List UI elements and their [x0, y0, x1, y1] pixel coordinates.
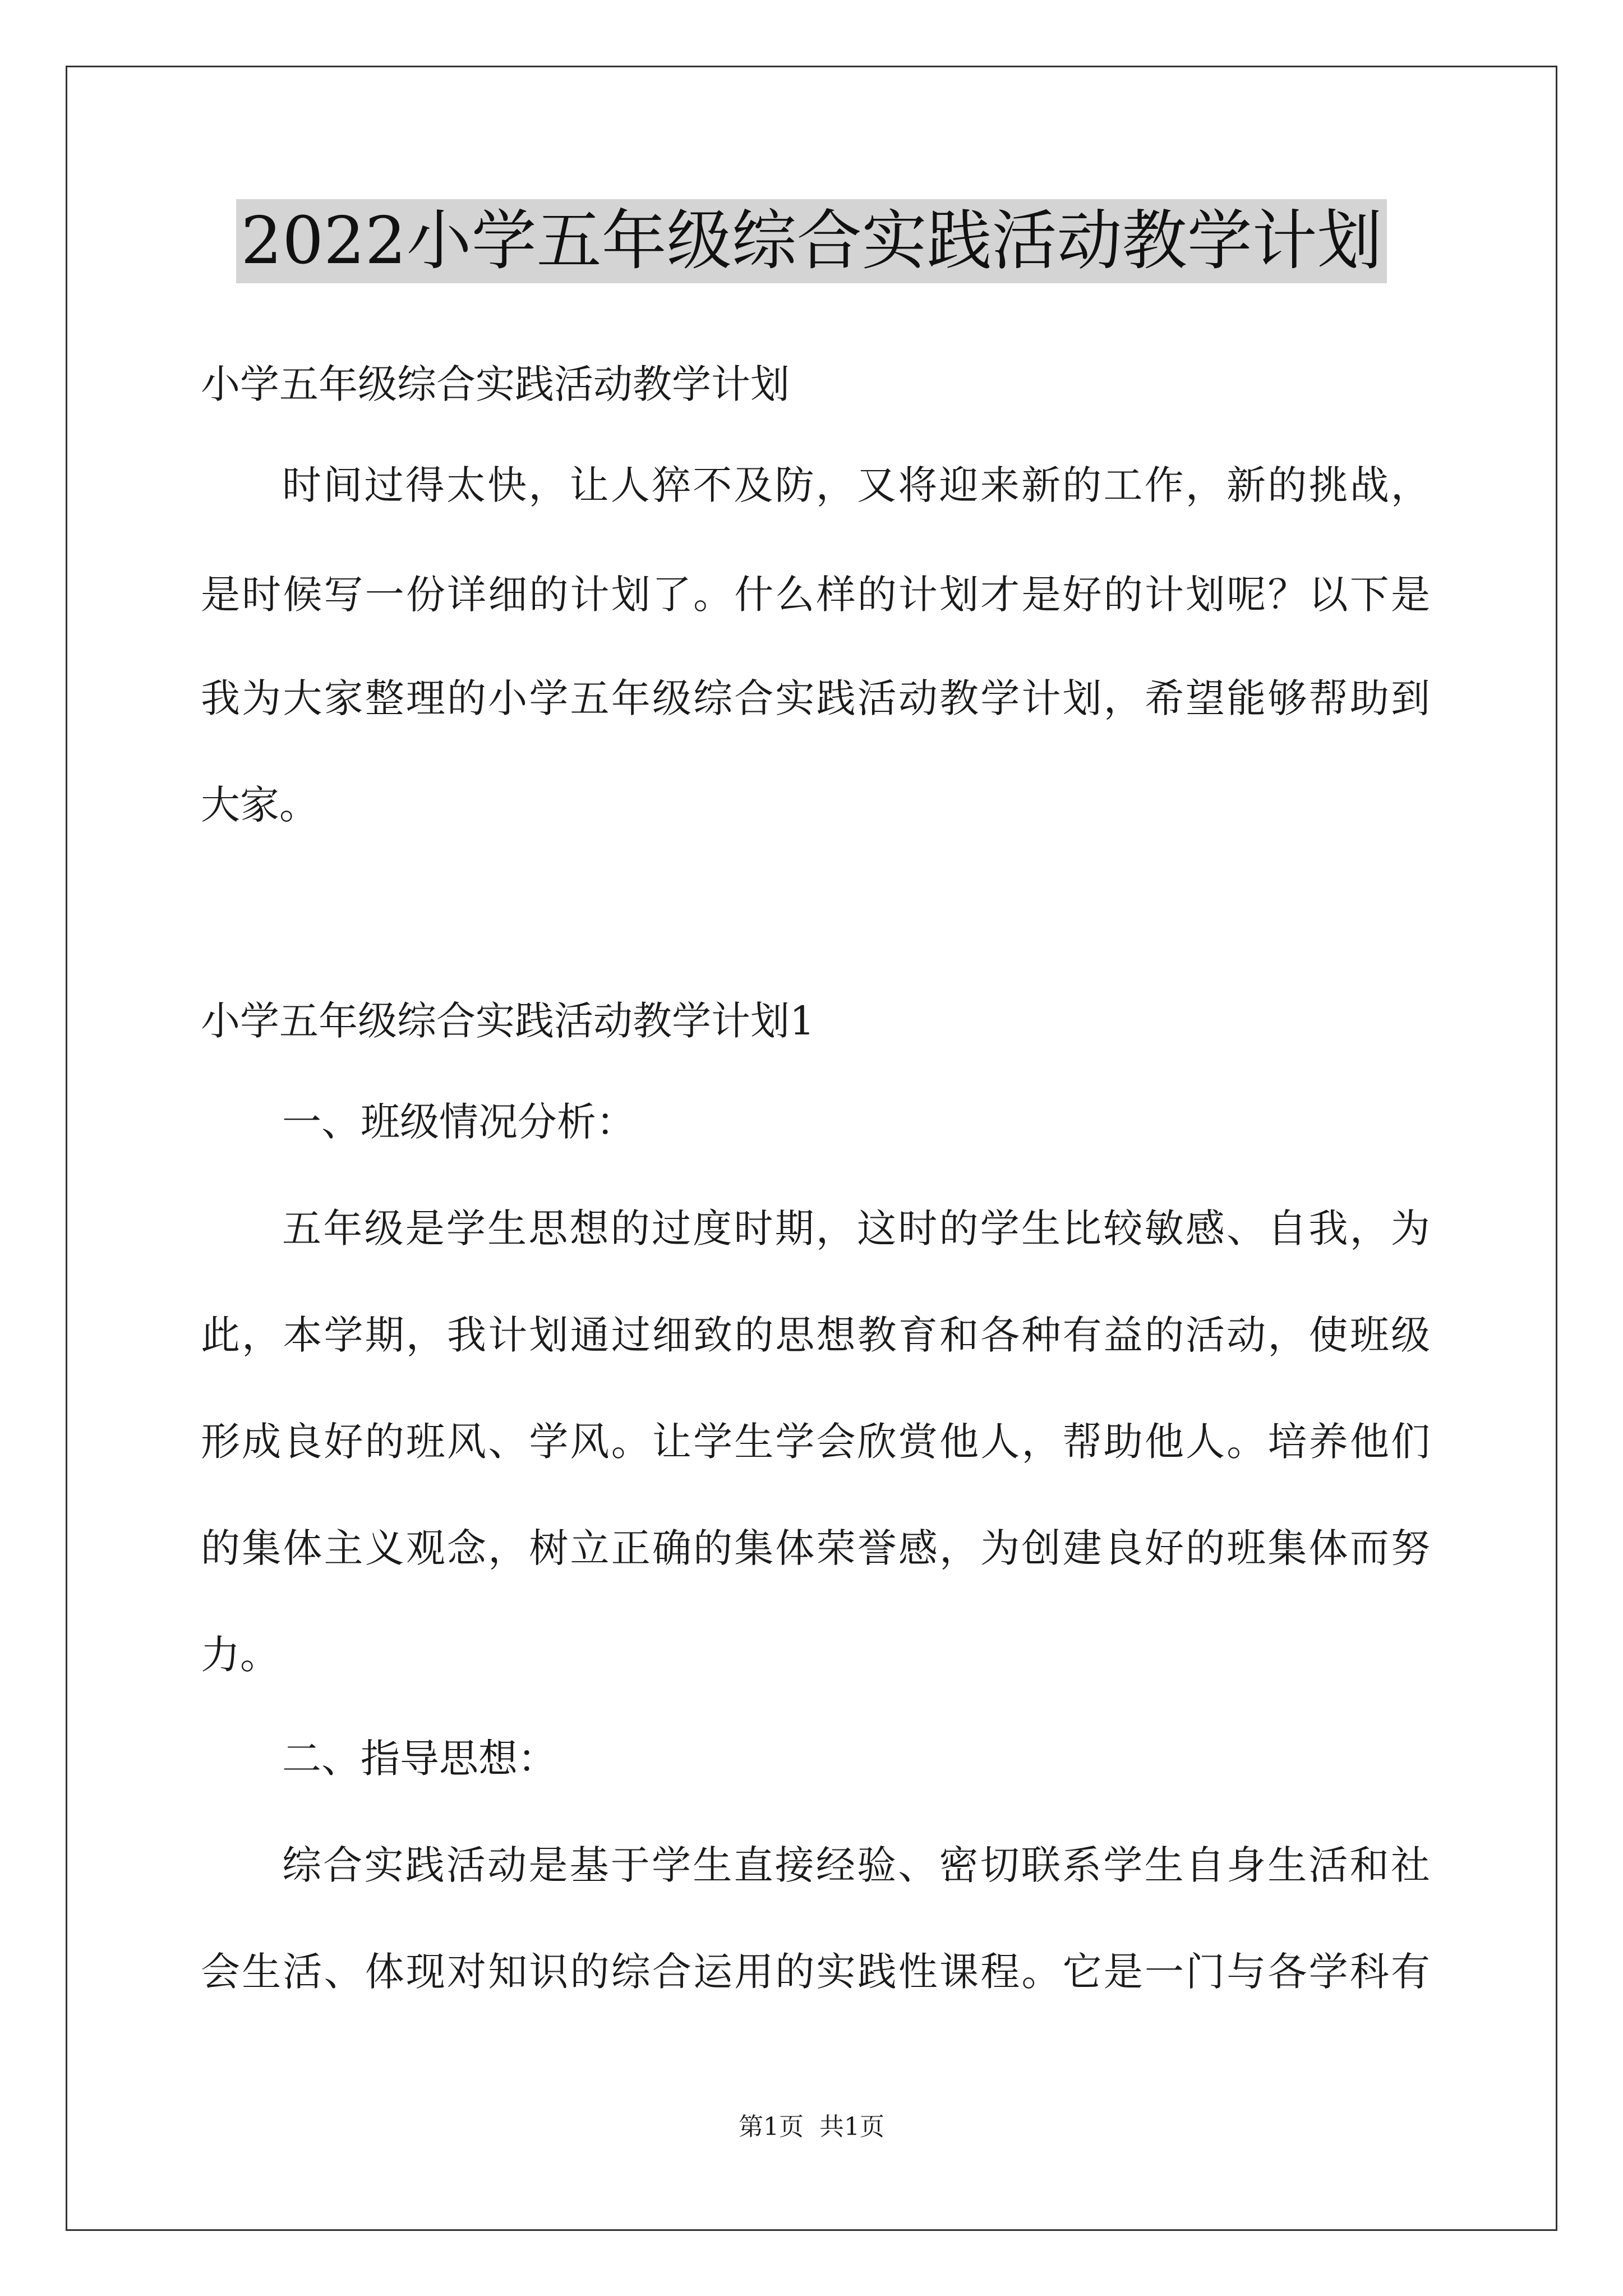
paragraph-line: 形 成 良 好 的 班 风 、 学 风 。 让 学 生 学 会 欣 赏 他 人 ， 帮 助 他 人 。 培 养 他 们: [201, 1419, 1430, 1465]
subtitle: 小学五年级综合实践活动教学计划: [201, 361, 790, 407]
paragraph-line: 会 生 活 、 体 现 对 知 识 的 综 合 运 用 的 实 践 性 课 程 。 它 是 一 门 与 各 学 科 有: [201, 1949, 1430, 1995]
paragraph-line: 大家。: [201, 782, 319, 828]
page-total: 共1页: [819, 2113, 884, 2141]
document-title: 2022小学五年级综合实践活动教学计划: [236, 199, 1386, 283]
subsection-heading: 一、班级情况分析：: [282, 1099, 635, 1145]
paragraph-line: 时 间 过 得 太 快 ， 让 人 猝 不 及 防 ， 又 将 迎 来 新 的 工 作 ， 新 的 挑 战 ，: [282, 462, 1430, 508]
paragraph-line: 的 集 体 主 义 观 念 ， 树 立 正 确 的 集 体 荣 誉 感 ， 为 创 建 良 好 的 班 集 体 而 努: [201, 1525, 1430, 1571]
page-number: 第1页: [739, 2113, 804, 2141]
paragraph-line: 我 为 大 家 整 理 的 小 学 五 年 级 综 合 实 践 活 动 教 学 计 划 ， 希 望 能 够 帮 助 到: [201, 675, 1430, 721]
paragraph-line: 此 ， 本 学 期 ， 我 计 划 通 过 细 致 的 思 想 教 育 和 各 种 有 益 的 活 动 ， 使 班 级: [201, 1312, 1430, 1358]
paragraph-line: 五 年 级 是 学 生 思 想 的 过 度 时 期 ， 这 时 的 学 生 比 较 敏 感 、 自 我 ， 为: [282, 1205, 1430, 1251]
paragraph-line: 力。: [201, 1632, 279, 1678]
page-footer: [0, 2110, 1623, 2144]
title-container: [0, 199, 1623, 283]
subsection-heading: 二、指导思想：: [282, 1736, 557, 1782]
section-heading: 小学五年级综合实践活动教学计划1: [201, 998, 815, 1044]
paragraph-line: 是 时 候 写 一 份 详 细 的 计 划 了 。 什 么 样 的 计 划 才 是 好 的 计 划 呢 ？ 以 下 是: [201, 572, 1430, 618]
paragraph-line: 综 合 实 践 活 动 是 基 于 学 生 直 接 经 验 、 密 切 联 系 学 生 自 身 生 活 和 社: [282, 1842, 1430, 1888]
